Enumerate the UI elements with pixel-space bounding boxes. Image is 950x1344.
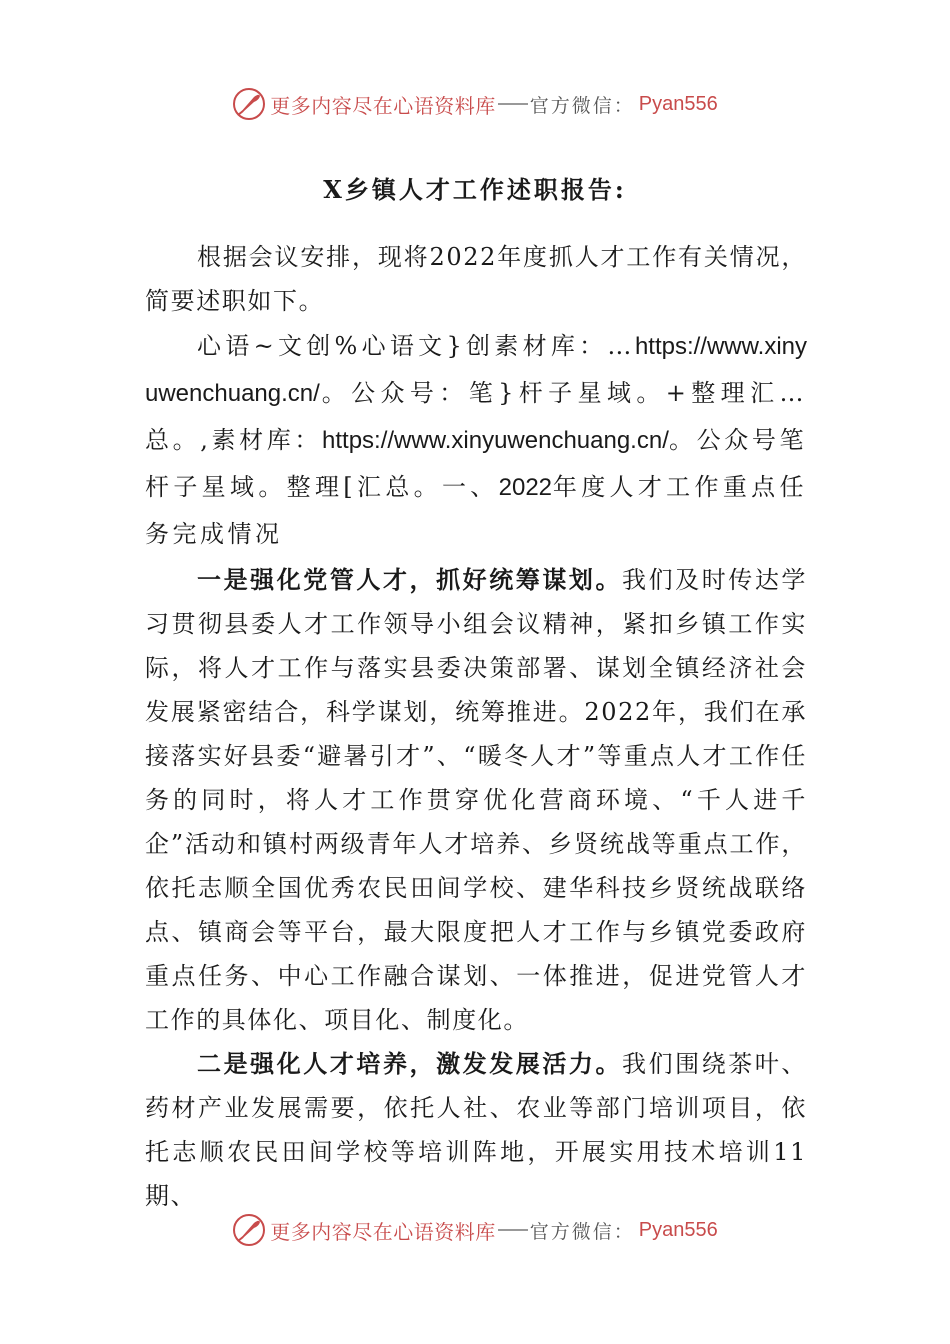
quill-logo-icon — [232, 1213, 266, 1247]
banner-brand-text: 更多内容尽在心语资料库 — [270, 1219, 496, 1244]
p3-heading: 一是强化党管人才，抓好统筹谋划。 — [197, 565, 623, 594]
banner-dash-divider — [498, 103, 528, 105]
banner-wechat-id: Pyan556 — [638, 92, 718, 115]
p2-text-d: 年度人才工作重点任务完成情况 — [145, 473, 807, 548]
banner-dash-divider — [498, 1229, 528, 1231]
header-banner — [0, 84, 950, 124]
p3-text: 我们及时传达学习贯彻县委人才工作领导小组会议精神，紧扣乡镇工作实际，将人才工作与落实县委决策部署、谋划全镇经济社会发展紧密结合，科学谋划，统筹推进。2022年，我们在承接落实好县委“避暑引才”、“暖冬人才”等重点人才工作任务的同时，将人才工作贯穿优化营商环境、“千人进千企”活动和镇村两级青年人才培养、乡贤统战等重点工作，依托志顺全国优秀农民田间学校、建华科技乡贤统战联络点、镇商会等平台，最大限度把人才工作与乡镇党委政府重点任务、中心工作融合谋划、一体推进，促进党管人才工作的具体化、项目化、制度化。 — [145, 566, 807, 1034]
p2-url-2: https://www.xinyuwenchuang.cn/ — [322, 427, 669, 454]
p2-text-a: 心语~文创%心语文}创素材库：… — [197, 332, 635, 360]
p4-heading: 二是强化人才培养，激发发展活力。 — [197, 1049, 623, 1078]
p2-text-c: 。公众号笔杆子星域。整理[汇总。一、 — [145, 426, 807, 501]
p4-text: 我们围绕茶叶、药材产业发展需要，依托人社、农业等部门培训项目，依托志顺农民田间学校等培训阵地，开展实用技术培训11期、 — [145, 1050, 807, 1210]
paragraph-watermark-text — [145, 323, 807, 558]
banner-wechat-label: 官方微信： — [529, 94, 635, 117]
p2-url-1: https://www.xinyuwenchuang.cn/ — [145, 333, 807, 407]
banner-brand-text: 更多内容尽在心语资料库 — [270, 93, 496, 118]
p2-year: 2022 — [498, 474, 553, 501]
paragraph-talent-training — [145, 1042, 807, 1218]
document-title: X乡镇人才工作述职报告: — [323, 175, 627, 204]
document-body — [145, 235, 807, 1218]
p2-text-b: 。公众号：笔}杆子星域。+整理汇…总。,素材库： — [145, 379, 807, 454]
footer-banner — [0, 1210, 950, 1250]
paragraph-intro: 根据会议安排，现将2022年度抓人才工作有关情况，简要述职如下。 — [145, 243, 807, 315]
quill-logo-icon — [232, 87, 266, 121]
banner-wechat-label: 官方微信： — [529, 1220, 635, 1243]
banner-wechat-id: Pyan556 — [638, 1218, 718, 1241]
paragraph-party-talent — [145, 558, 807, 1042]
